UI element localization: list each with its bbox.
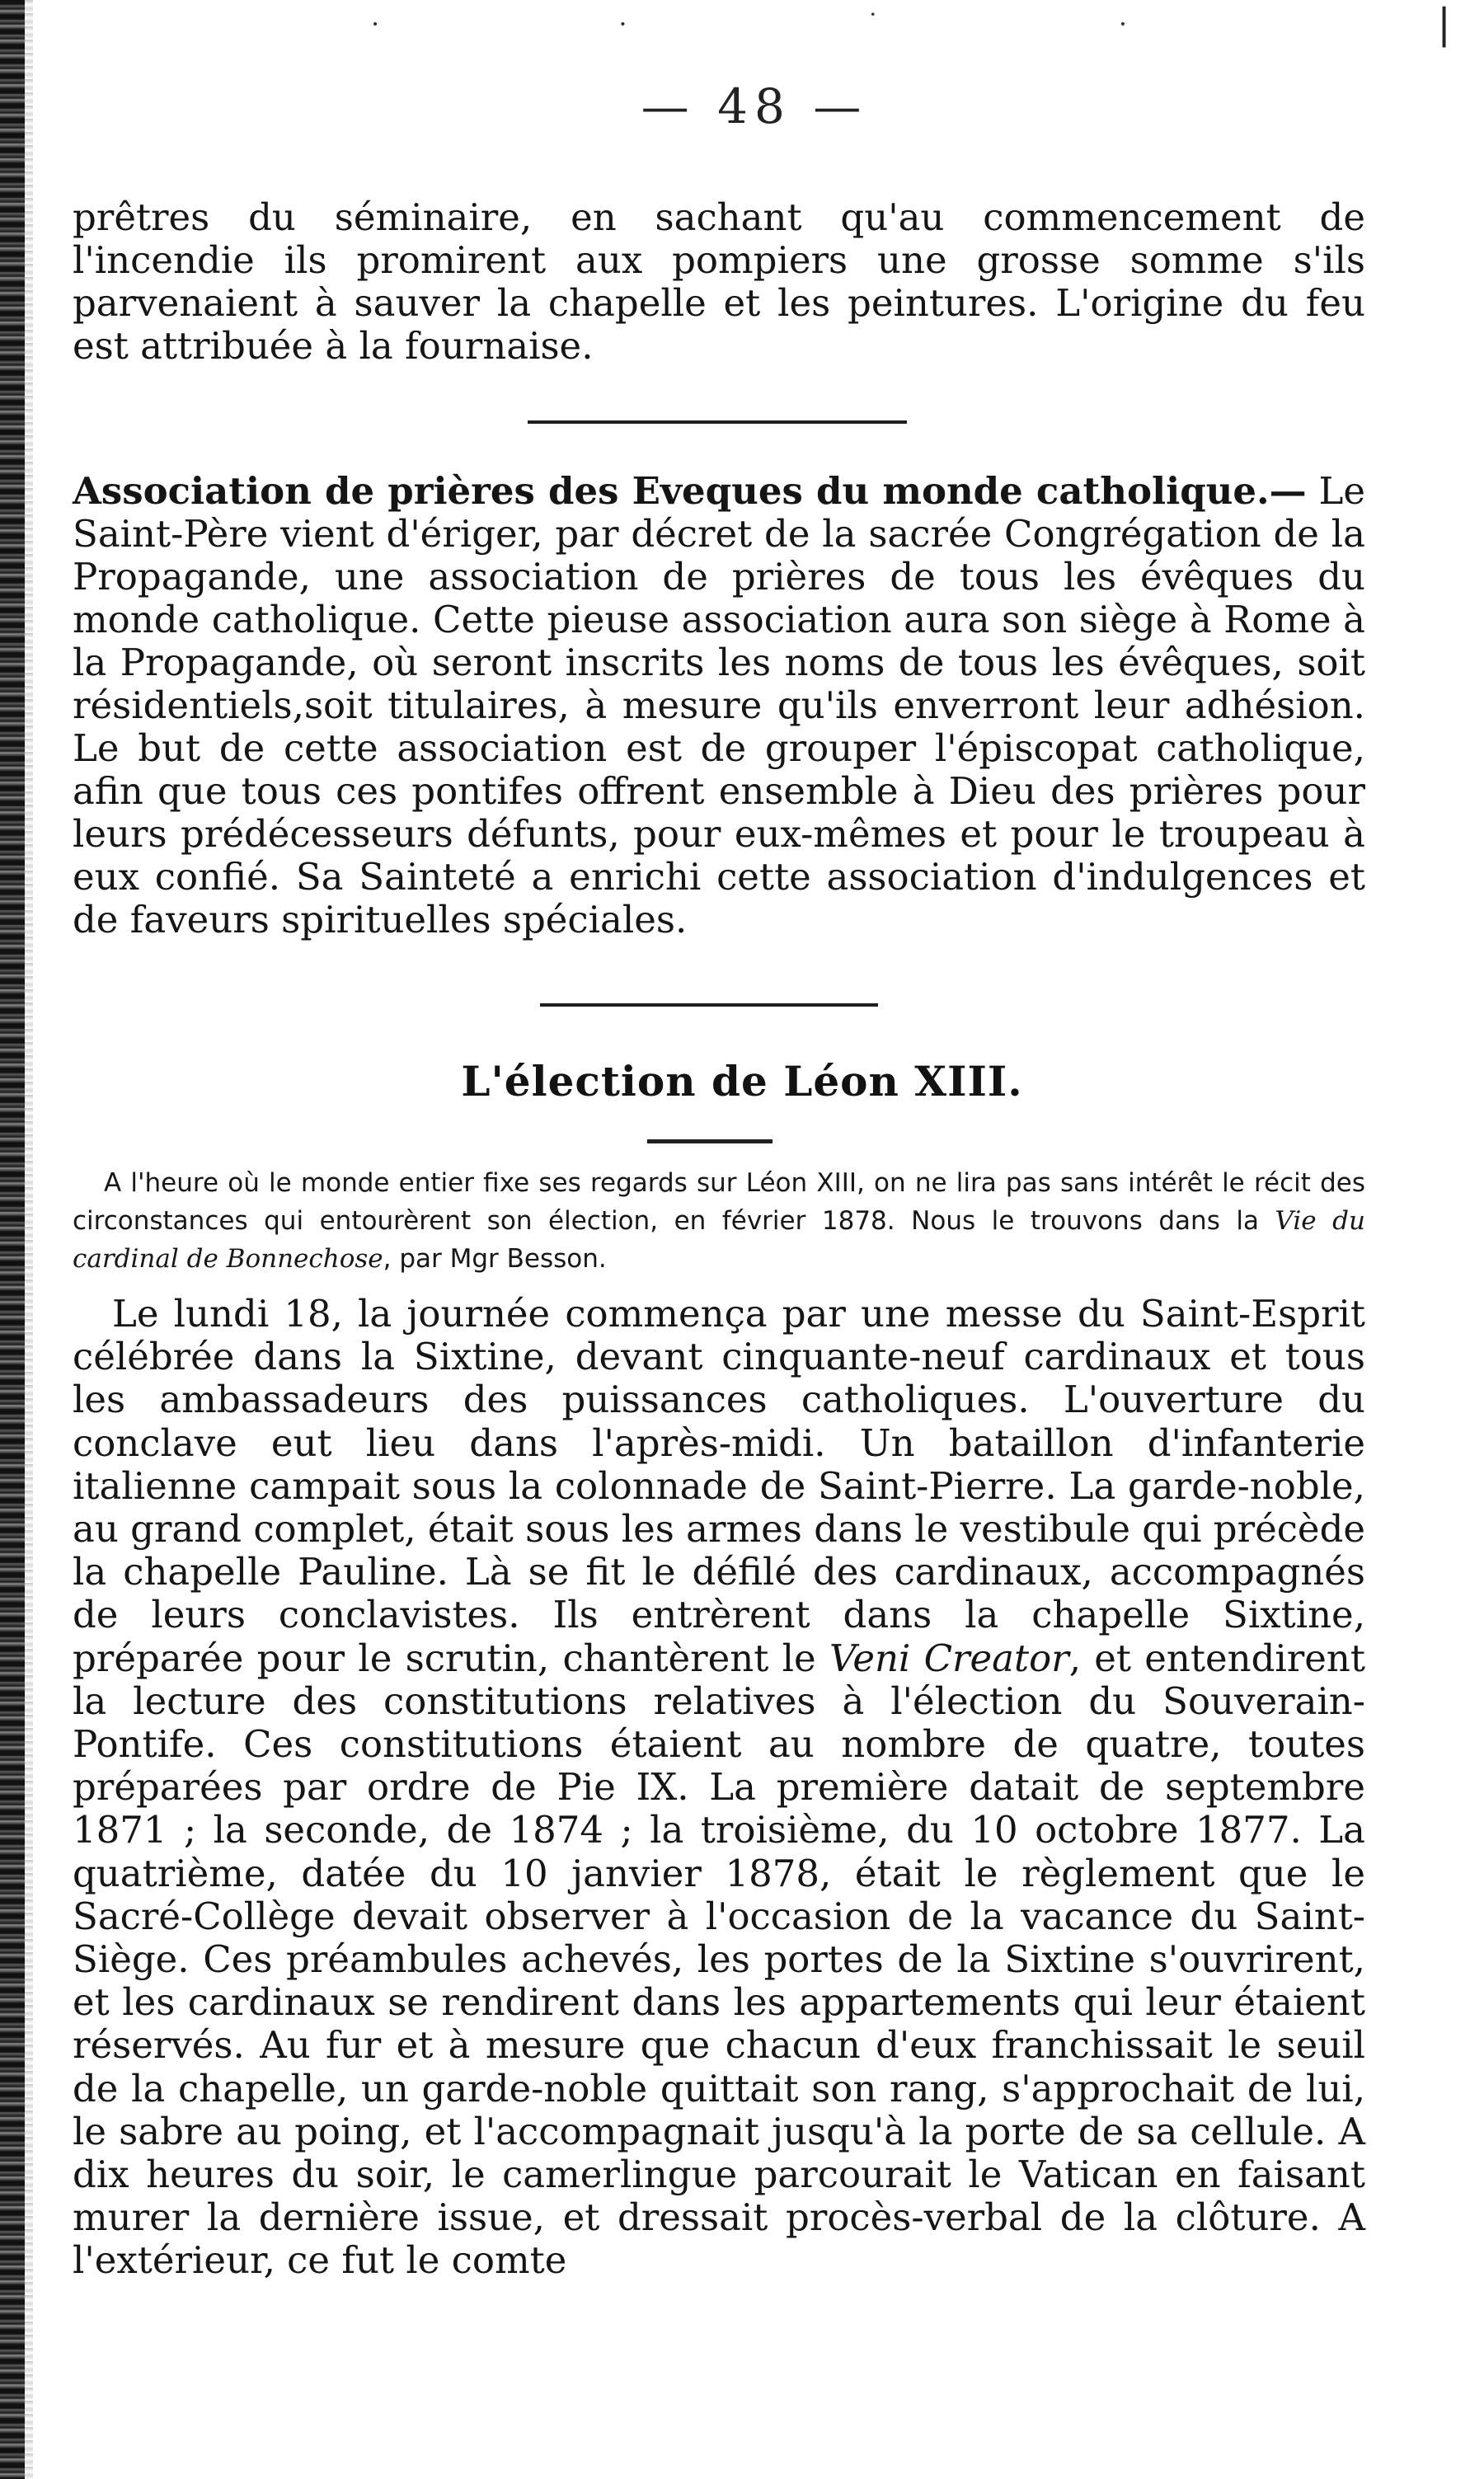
hymn-title: Veni Creator	[829, 1636, 1069, 1680]
association-article	[73, 470, 1365, 941]
association-article-body: Le Saint-Père vient d'ériger, par décret de la sacrée Congrégation de la Propagande, une association de prières de tous les évêques du monde catholique. Cette pieuse association aura son siège à Rome à la Propagande, où seront inscrits les noms de tous les évêques, soit résidentiels,soit titulaires, à mesure qu'ils enverront leur adhésion. Le but de cette association est de grouper l'épiscopat catholique, afin que tous ces pontifes offrent ensemble à Dieu des prières pour leurs prédécesseurs défunts, pour eux-mêmes et pour le troupeau à eux confié. Sa Sainteté a enrichi cette association d'indulgences et de faveurs spirituelles spéciales.	[73, 469, 1365, 941]
election-intro-text: A l'heure où le monde entier fixe ses regards sur Léon XIII, on ne lira pas sans intérêt le récit des circonstances qui entourèrent son élection, en février 1878. Nous le trouvons dans la	[73, 1168, 1365, 1236]
election-body-part2: , et entendirent la lecture des constitutions relatives à l'élection du Souverain-Pontife. Ces constitutions étaient au nombre de quatre, toutes préparées par ordre de Pie IX. La première datait de septembre 1871 ; la seconde, de 1874 ; la troisième, du 10 octobre 1877. La quatrième, datée du 10 janvier 1878, était le règlement que le Sacré-Collège devait observer à l'occasion de la vacance du Saint-Siège. Ces préambules achevés, les portes de la Sixtine s'ouvrirent, et les cardinaux se rendirent dans les appartements qui leur étaient réservés. Au fur et à mesure que chacun d'eux franchissait le seuil de la chapelle, un garde-noble quittait son rang, s'approchait de lui, le sabre au poing, et l'accompagnait jusqu'à la porte de sa cellule. A dix heures du soir, le camerlingue parcourait le Vatican en faisant murer la dernière issue, et dressait procès-verbal de la clôture. A l'extérieur, ce fut le comte	[73, 1636, 1365, 2283]
page-number: — 48 —	[641, 78, 868, 134]
corner-mark: |	[1437, 0, 1451, 48]
association-article-title: Association de prières des Eveques du monde catholique.—	[73, 469, 1307, 513]
book-title: Vie du cardinal de Bonnechose	[73, 1206, 1365, 1274]
scan-specks: · · ˙ ·	[371, 8, 1243, 40]
scan-binding-edge	[0, 0, 25, 2479]
election-article-body	[73, 1293, 1365, 2283]
election-body-part1: Le lundi 18, la journée commença par une messe du Saint-Esprit célébrée dans la Sixtine, devant cinquante-neuf cardinaux et tous les ambassadeurs des puissances catholiques. L'ouverture du conclave eut lieu dans l'après-midi. Un bataillon d'infanterie italienne campait sous la colonnade de Saint-Pierre. La garde-noble, au grand complet, était sous les armes dans le vestibule qui précède la chapelle Pauline. Là se fit le défilé des cardinaux, accompagnés de leurs conclavistes. Ils entrèrent dans la chapelle Sixtine, préparée pour le scrutin, chantèrent le	[73, 1292, 1365, 1680]
election-article-title: L'élection de Léon XIII.	[461, 1057, 1023, 1106]
separator-rule	[528, 420, 907, 424]
election-intro-author: , par Mgr Besson.	[383, 1244, 607, 1274]
title-underline	[647, 1139, 773, 1143]
election-introduction	[73, 1164, 1365, 1278]
separator-rule	[540, 1003, 878, 1007]
fire-article-text: prêtres du séminaire, en sachant qu'au commencement de l'incendie ils promirent aux pompiers une grosse somme s'ils parvenaient à sauver la chapelle et les peintures. L'origine du feu est attribuée à la fournaise.	[73, 195, 1365, 368]
